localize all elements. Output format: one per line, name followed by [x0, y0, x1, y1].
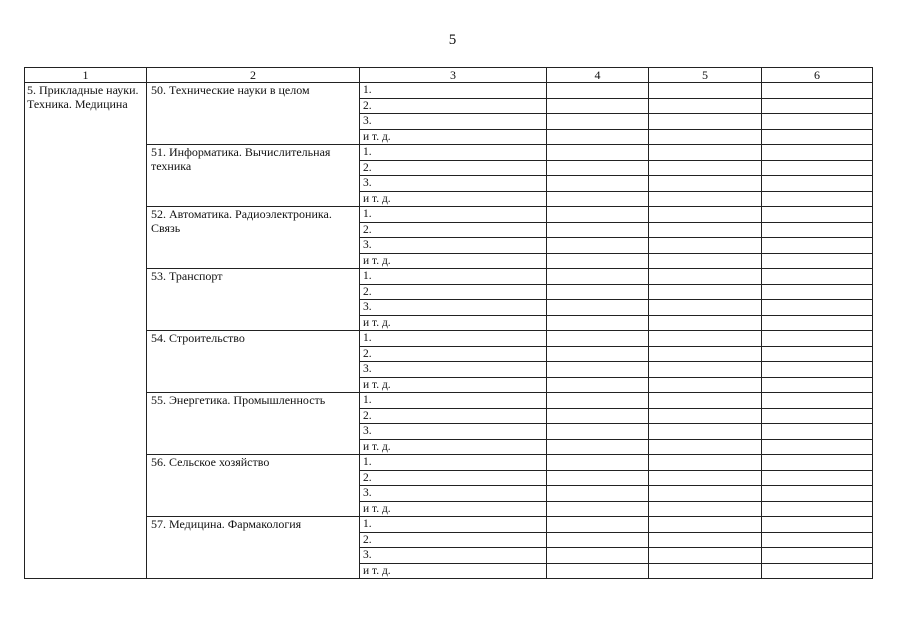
item-number: и т. д. — [360, 129, 547, 145]
area-label: 5. Прикладные науки. Техника. Медицина — [25, 83, 147, 579]
empty-cell — [649, 207, 762, 223]
table-row — [25, 455, 873, 471]
empty-cell — [649, 455, 762, 471]
item-number: 3. — [360, 300, 547, 316]
empty-cell — [547, 517, 649, 533]
column-header: 3 — [360, 68, 547, 83]
empty-cell — [762, 129, 873, 145]
column-header: 6 — [762, 68, 873, 83]
empty-cell — [649, 238, 762, 254]
empty-cell — [762, 98, 873, 114]
item-number: 1. — [360, 207, 547, 223]
empty-cell — [547, 362, 649, 378]
empty-cell — [762, 439, 873, 455]
empty-cell — [547, 331, 649, 347]
empty-cell — [762, 377, 873, 393]
empty-cell — [762, 517, 873, 533]
empty-cell — [649, 486, 762, 502]
column-header: 4 — [547, 68, 649, 83]
subsection-label: 55. Энергетика. Промышленность — [147, 393, 360, 455]
empty-cell — [547, 455, 649, 471]
empty-cell — [547, 439, 649, 455]
empty-cell — [762, 83, 873, 99]
empty-cell — [762, 145, 873, 161]
empty-cell — [649, 548, 762, 564]
item-number: и т. д. — [360, 253, 547, 269]
empty-cell — [649, 501, 762, 517]
subsection-label: 52. Автоматика. Радиоэлектроника. Связь — [147, 207, 360, 269]
header-row — [25, 68, 873, 83]
table-row — [25, 269, 873, 285]
item-number: 3. — [360, 486, 547, 502]
empty-cell — [649, 517, 762, 533]
item-number: и т. д. — [360, 315, 547, 331]
empty-cell — [762, 548, 873, 564]
item-number: 1. — [360, 517, 547, 533]
empty-cell — [649, 160, 762, 176]
empty-cell — [547, 346, 649, 362]
subsection-label: 56. Сельское хозяйство — [147, 455, 360, 517]
subsection-label: 54. Строительство — [147, 331, 360, 393]
item-number: 2. — [360, 98, 547, 114]
empty-cell — [547, 160, 649, 176]
table-row — [25, 331, 873, 347]
empty-cell — [649, 222, 762, 238]
empty-cell — [649, 393, 762, 409]
empty-cell — [762, 176, 873, 192]
empty-cell — [547, 532, 649, 548]
table-row — [25, 207, 873, 223]
column-header: 2 — [147, 68, 360, 83]
empty-cell — [649, 145, 762, 161]
item-number: 2. — [360, 222, 547, 238]
empty-cell — [649, 300, 762, 316]
empty-cell — [649, 114, 762, 130]
empty-cell — [547, 501, 649, 517]
empty-cell — [762, 315, 873, 331]
empty-cell — [547, 377, 649, 393]
item-number: и т. д. — [360, 563, 547, 579]
empty-cell — [649, 331, 762, 347]
item-number: 2. — [360, 532, 547, 548]
item-number: 1. — [360, 455, 547, 471]
item-number: 2. — [360, 408, 547, 424]
empty-cell — [547, 269, 649, 285]
empty-cell — [762, 114, 873, 130]
empty-cell — [547, 98, 649, 114]
empty-cell — [547, 207, 649, 223]
empty-cell — [762, 532, 873, 548]
empty-cell — [762, 207, 873, 223]
empty-cell — [649, 284, 762, 300]
empty-cell — [547, 129, 649, 145]
subsection-label: 50. Технические науки в целом — [147, 83, 360, 145]
empty-cell — [649, 470, 762, 486]
empty-cell — [762, 486, 873, 502]
empty-cell — [762, 408, 873, 424]
empty-cell — [649, 191, 762, 207]
empty-cell — [649, 563, 762, 579]
item-number: 3. — [360, 238, 547, 254]
empty-cell — [762, 501, 873, 517]
empty-cell — [762, 191, 873, 207]
item-number: 1. — [360, 331, 547, 347]
empty-cell — [547, 563, 649, 579]
empty-cell — [547, 253, 649, 269]
table-row — [25, 83, 873, 99]
item-number: и т. д. — [360, 377, 547, 393]
empty-cell — [649, 424, 762, 440]
column-header: 5 — [649, 68, 762, 83]
empty-cell — [547, 145, 649, 161]
empty-cell — [762, 346, 873, 362]
subsection-label: 51. Информатика. Вычислительная техника — [147, 145, 360, 207]
item-number: 3. — [360, 548, 547, 564]
page-number: 5 — [448, 32, 457, 48]
empty-cell — [547, 176, 649, 192]
item-number: и т. д. — [360, 501, 547, 517]
empty-cell — [649, 98, 762, 114]
item-number: 2. — [360, 470, 547, 486]
subsection-label: 53. Транспорт — [147, 269, 360, 331]
empty-cell — [547, 315, 649, 331]
item-number: 2. — [360, 284, 547, 300]
item-number: 2. — [360, 346, 547, 362]
empty-cell — [649, 532, 762, 548]
empty-cell — [547, 300, 649, 316]
empty-cell — [762, 331, 873, 347]
empty-cell — [649, 439, 762, 455]
empty-cell — [649, 253, 762, 269]
empty-cell — [547, 408, 649, 424]
empty-cell — [547, 424, 649, 440]
empty-cell — [762, 362, 873, 378]
table-row — [25, 145, 873, 161]
empty-cell — [762, 424, 873, 440]
item-number: и т. д. — [360, 439, 547, 455]
empty-cell — [547, 238, 649, 254]
empty-cell — [547, 393, 649, 409]
empty-cell — [649, 377, 762, 393]
empty-cell — [547, 284, 649, 300]
empty-cell — [762, 284, 873, 300]
empty-cell — [649, 176, 762, 192]
item-number: 3. — [360, 424, 547, 440]
table-row — [25, 393, 873, 409]
empty-cell — [762, 393, 873, 409]
item-number: 3. — [360, 362, 547, 378]
item-number: 1. — [360, 83, 547, 99]
column-header: 1 — [25, 68, 147, 83]
empty-cell — [762, 160, 873, 176]
empty-cell — [762, 269, 873, 285]
empty-cell — [762, 470, 873, 486]
item-number: 3. — [360, 114, 547, 130]
subsection-label: 57. Медицина. Фармакология — [147, 517, 360, 579]
empty-cell — [547, 548, 649, 564]
empty-cell — [649, 269, 762, 285]
item-number: 1. — [360, 145, 547, 161]
empty-cell — [762, 563, 873, 579]
classification-table — [24, 67, 873, 579]
empty-cell — [649, 315, 762, 331]
empty-cell — [649, 346, 762, 362]
empty-cell — [649, 83, 762, 99]
empty-cell — [547, 114, 649, 130]
empty-cell — [762, 222, 873, 238]
empty-cell — [762, 455, 873, 471]
item-number: и т. д. — [360, 191, 547, 207]
empty-cell — [762, 253, 873, 269]
empty-cell — [649, 362, 762, 378]
empty-cell — [649, 129, 762, 145]
empty-cell — [547, 486, 649, 502]
empty-cell — [762, 300, 873, 316]
empty-cell — [547, 191, 649, 207]
item-number: 1. — [360, 269, 547, 285]
empty-cell — [649, 408, 762, 424]
item-number: 2. — [360, 160, 547, 176]
empty-cell — [547, 470, 649, 486]
empty-cell — [547, 222, 649, 238]
table-row — [25, 517, 873, 533]
empty-cell — [547, 83, 649, 99]
item-number: 1. — [360, 393, 547, 409]
empty-cell — [762, 238, 873, 254]
item-number: 3. — [360, 176, 547, 192]
